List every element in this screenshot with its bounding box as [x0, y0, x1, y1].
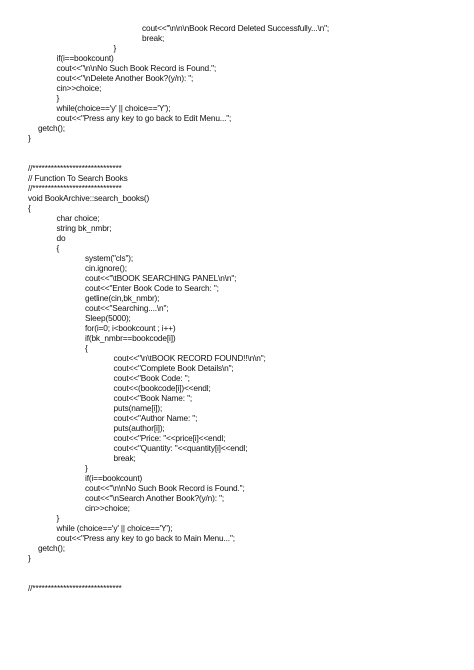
code-line: cout<<"\nSearch Another Book?(y/n): ";	[85, 493, 225, 503]
code-line: puts(name[i]);	[113, 403, 163, 413]
code-line: for(i=0; i<bookcount ; i++)	[85, 323, 176, 333]
code-line: while(choice=='y' || choice=='Y');	[56, 103, 171, 113]
code-line: cout<<"Author Name: ";	[113, 413, 198, 423]
code-line: cout<<"Book Name: ";	[113, 393, 193, 403]
code-line: cout<<"Price: "<<price[i]<<endl;	[113, 433, 226, 443]
code-line: getch();	[37, 543, 65, 553]
code-line: {	[85, 343, 88, 353]
code-line: cout<<"\n\nNo Such Book Record is Found.";	[85, 483, 245, 493]
code-line: getch();	[37, 123, 65, 133]
code-line: }	[113, 43, 117, 53]
code-line: void BookArchive::search_books()	[28, 193, 150, 203]
code-line: if(i==bookcount)	[56, 53, 114, 63]
code-line: }	[56, 513, 60, 523]
code-line	[28, 563, 468, 573]
code-line: cout<<"Complete Book Details\n";	[113, 363, 234, 373]
code-line: cout<<"\n\nNo Such Book Record is Found.";	[56, 63, 217, 73]
code-line: break;	[113, 453, 136, 463]
code-line: //*****************************	[28, 183, 122, 193]
code-line: cout<<"Quantity: "<<quantity[i]<<endl;	[113, 443, 248, 453]
code-listing	[28, 23, 468, 593]
code-line: char choice;	[56, 213, 100, 223]
code-line: cin.ignore();	[85, 263, 127, 273]
code-line: cin>>choice;	[85, 503, 130, 513]
code-line	[28, 153, 468, 163]
code-line: cout<<"Searching....\n";	[85, 303, 169, 313]
code-line: cout<<"\n\n\nBook Record Deleted Successfully...\n";	[142, 23, 330, 33]
code-line: if(bk_nmbr==bookcode[i])	[85, 333, 176, 343]
code-line: while (choice=='y' || choice=='Y');	[56, 523, 173, 533]
code-line: cout<<"Press any key to go back to Main Menu...";	[56, 533, 235, 543]
code-line: cout<<"\nDelete Another Book?(y/n): ";	[56, 73, 194, 83]
code-line: puts(author[i]);	[113, 423, 165, 433]
code-line: //*****************************	[28, 583, 122, 593]
code-line: cout<<"Enter Book Code to Search: ";	[85, 283, 219, 293]
code-line: // Function To Search Books	[28, 173, 128, 183]
code-line: if(i==bookcount)	[85, 473, 143, 483]
code-line: }	[85, 463, 88, 473]
code-line: Sleep(5000);	[85, 313, 131, 323]
code-line: {	[28, 203, 31, 213]
code-line: cout<<(bookcode[i])<<endl;	[113, 383, 211, 393]
code-line: system("cls");	[85, 253, 134, 263]
code-line: }	[56, 93, 60, 103]
code-line: }	[28, 133, 31, 143]
code-line: }	[28, 553, 31, 563]
code-line	[28, 143, 468, 153]
code-line: break;	[142, 33, 165, 43]
code-line: cout<<"\tBOOK SEARCHING PANEL\n\n";	[85, 273, 237, 283]
code-line: do	[56, 233, 66, 243]
code-line: string bk_nmbr;	[56, 223, 112, 233]
code-line: getline(cin,bk_nmbr);	[85, 293, 160, 303]
code-line: {	[56, 243, 60, 253]
code-line	[28, 573, 468, 583]
code-line: cout<<"\n\tBOOK RECORD FOUND!!\n\n";	[113, 353, 266, 363]
code-line: cin>>choice;	[56, 83, 102, 93]
code-line: //*****************************	[28, 163, 122, 173]
code-line: cout<<"Book Code: ";	[113, 373, 190, 383]
code-line: cout<<"Press any key to go back to Edit Menu...";	[56, 113, 232, 123]
